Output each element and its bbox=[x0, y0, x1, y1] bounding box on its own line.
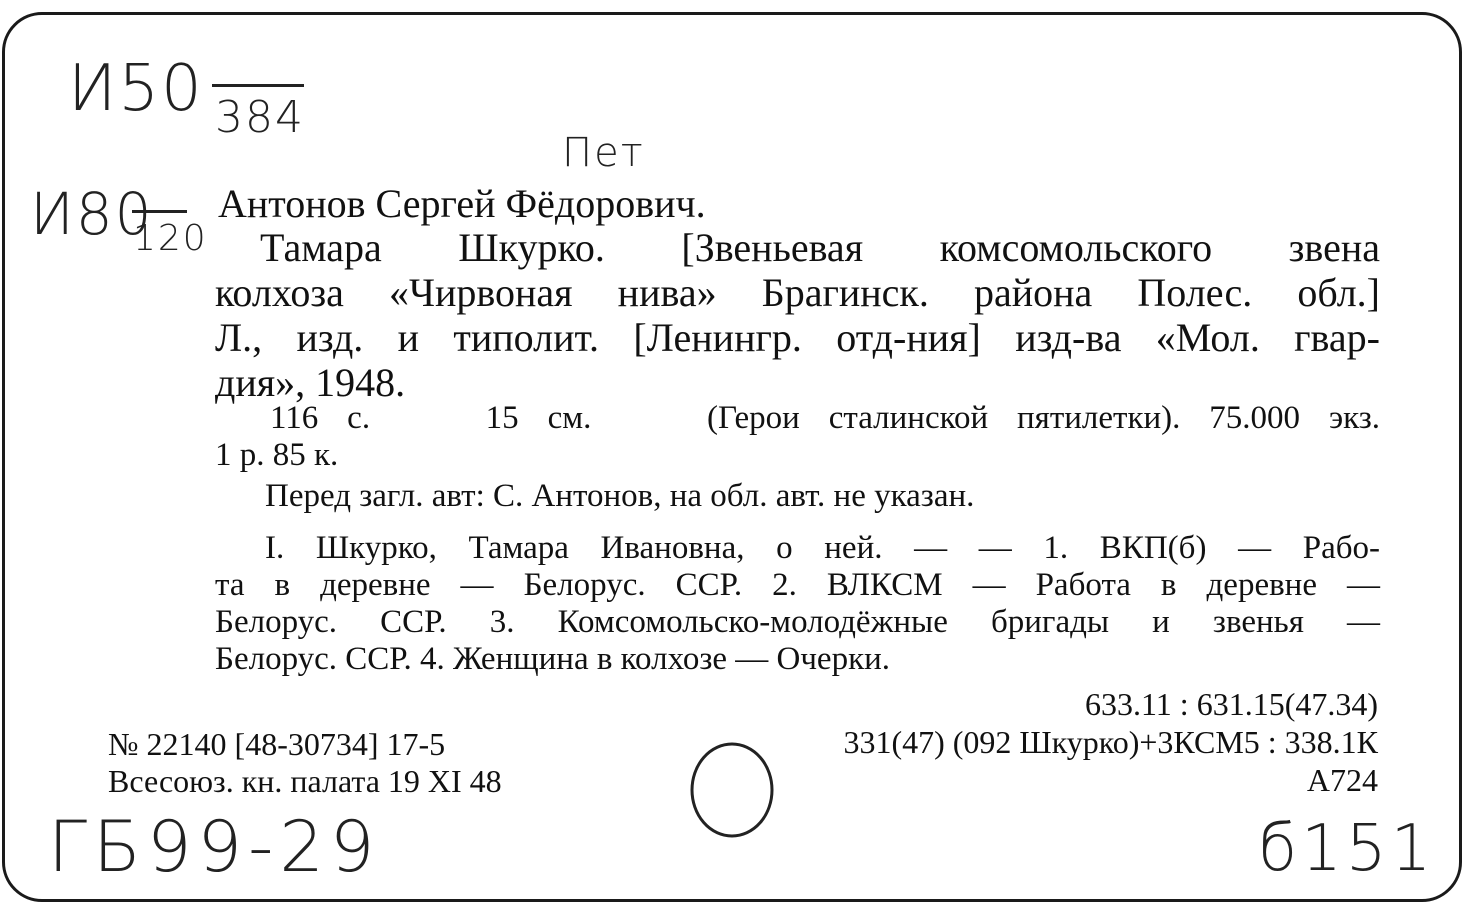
handwritten-name-correction: Пет bbox=[562, 130, 645, 176]
registration-number: № 22140 [48-30734] 17-5 bbox=[108, 726, 446, 762]
title-line: колхоза «Чирвоная нива» Брагинск. района Полес. обл.] bbox=[215, 270, 1380, 315]
classification-line-1: 633.11 : 631.15(47.34) bbox=[1084, 686, 1378, 722]
handwritten-shelf-mark-left-fraction-line bbox=[132, 210, 187, 213]
subject-line: Белорус. ССР. 4. Женщина в колхозе — Очерки. bbox=[215, 641, 891, 677]
punch-hole-circle bbox=[688, 738, 780, 848]
handwritten-inventory-code: ГБ99-29 bbox=[48, 806, 381, 888]
author-heading: Антонов Сергей Фёдорович. bbox=[218, 181, 706, 226]
title-line: Л., изд. и типолит. [Ленингр. отд-ния] изд-ва «Мол. гвар- bbox=[215, 315, 1380, 360]
handwritten-shelf-mark-top: И50 bbox=[68, 52, 204, 126]
title-line: Тамара Шкурко. [Звеньевая комсомольского звена bbox=[260, 225, 1380, 270]
handwritten-shelf-mark-top-denominator: 384 bbox=[215, 92, 305, 143]
subject-line: та в деревне — Белорус. ССР. 2. ВЛКСМ — Работа в деревне — bbox=[215, 567, 1380, 603]
subject-line: I. Шкурко, Тамара Ивановна, о ней. — — 1. ВКП(б) — Рабо- bbox=[265, 530, 1380, 566]
title-line: дия», 1948. bbox=[215, 360, 406, 405]
book-chamber-line: Всесоюз. кн. палата 19 XI 48 bbox=[108, 763, 502, 799]
classification-line-2: 331(47) (092 Шкурко)+3КСМ5 : 338.1К bbox=[843, 724, 1378, 760]
collation-block bbox=[215, 400, 1380, 474]
title-block bbox=[215, 225, 1380, 405]
handwritten-shelf-mark-top-fraction-line bbox=[212, 84, 304, 87]
note-line: Перед загл. авт: С. Антонов, на обл. авт. не указан. bbox=[265, 478, 975, 514]
handwritten-shelf-mark-left: И80 bbox=[30, 180, 154, 248]
classification-line-3: А724 bbox=[1306, 762, 1378, 798]
handwritten-shelf-mark-left-denominator: 120 bbox=[133, 218, 208, 259]
note-block bbox=[215, 478, 1380, 515]
subject-block bbox=[215, 530, 1380, 678]
subject-line: Белорус. ССР. 3. Комсомольско-молодёжные бригады и звенья — bbox=[215, 604, 1380, 640]
collation-line: 116 с. 15 см. (Герои сталинской пятилетки). 75.000 экз. bbox=[270, 400, 1380, 436]
handwritten-shelf-code-bottom-right: б151 bbox=[1258, 812, 1436, 886]
collation-line: 1 р. 85 к. bbox=[215, 437, 339, 473]
